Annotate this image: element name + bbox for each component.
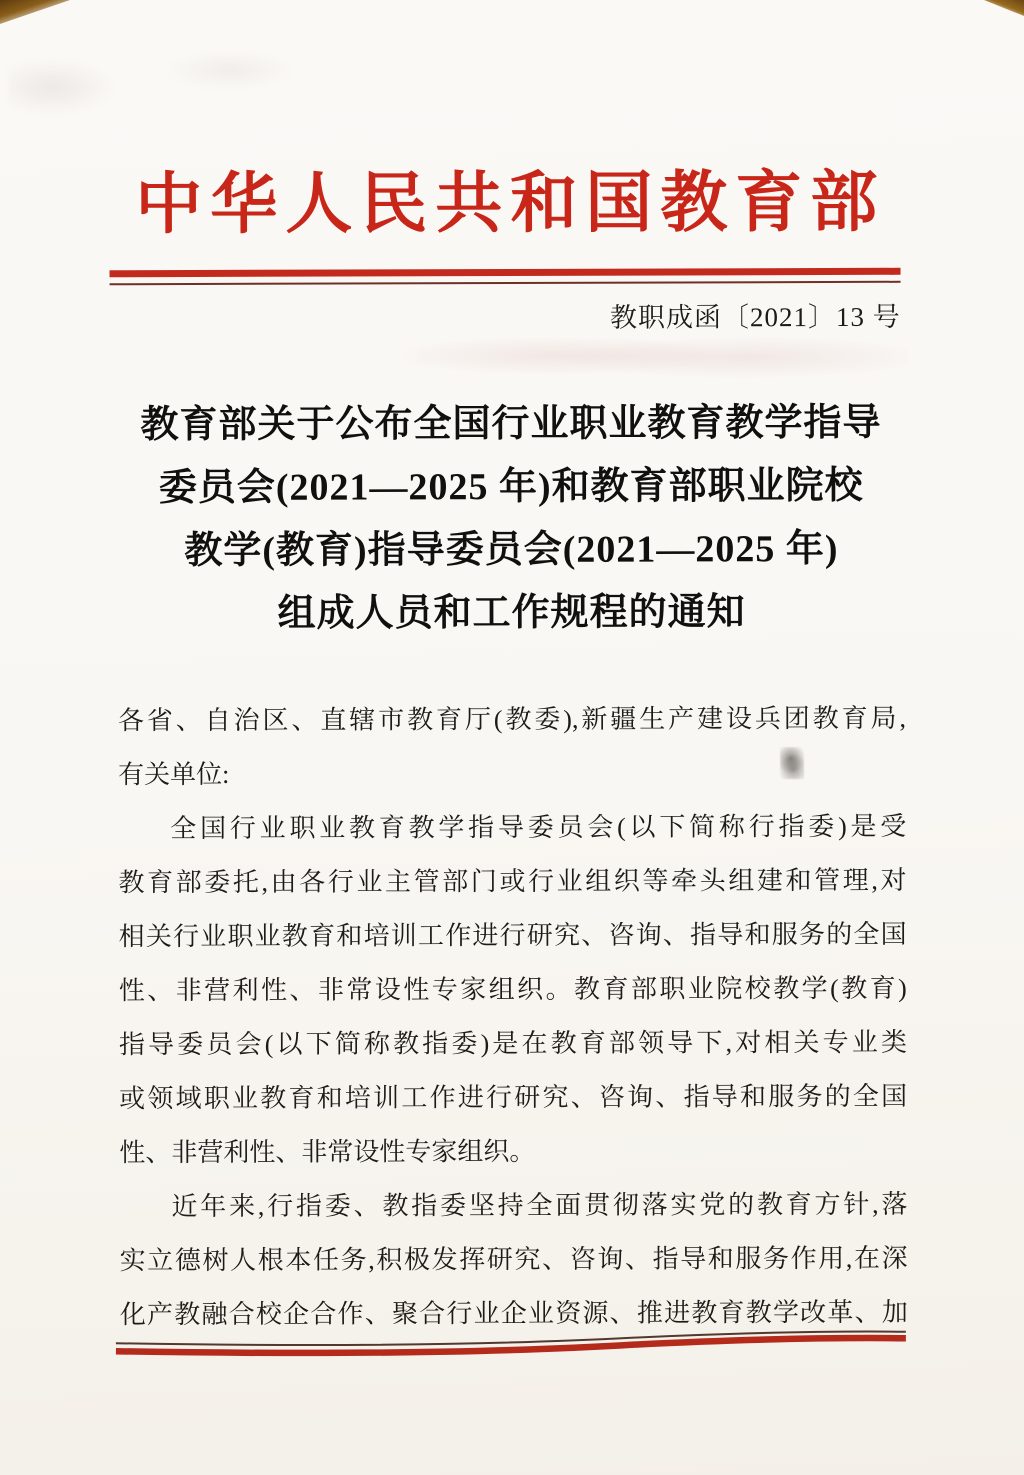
body-line-para1-4: 性、非营利性、非常设性专家组织。教育部职业院校教学(教育) bbox=[118, 973, 907, 1006]
body-line-para1-6: 或领域职业教育和培训工作进行研究、咨询、指导和服务的全国 bbox=[119, 1081, 908, 1114]
title-line-1: 教育部关于公布全国行业职业教育教学指导 bbox=[140, 401, 882, 447]
title-line-2: 委员会(2021—2025 年)和教育部职业院校 bbox=[158, 464, 864, 510]
letterhead-rule-thick bbox=[110, 268, 901, 277]
body-line-para1-3: 相关行业职业教育和培训工作进行研究、咨询、指导和服务的全国 bbox=[118, 919, 907, 952]
body-line-para1-2: 教育部委托,由各行业主管部门或行业组织等牵头组建和管理,对 bbox=[118, 865, 907, 898]
body-line-para2-2: 实立德树人根本任务,积极发挥研究、咨询、指导和服务作用,在深 bbox=[119, 1243, 908, 1276]
letterhead-org-name: 中华人民共和国教育部 bbox=[135, 165, 886, 243]
ink-bleed-artifact bbox=[404, 333, 909, 383]
ink-smudge-artifact bbox=[780, 747, 804, 779]
document-title bbox=[0, 391, 1024, 646]
body-line-para1-7: 性、非营利性、非常设性专家组织。 bbox=[119, 1136, 536, 1168]
title-line-4: 组成人员和工作规程的通知 bbox=[277, 591, 746, 635]
footer-rule bbox=[114, 1327, 908, 1361]
body-line-para2-3: 化产教融合校企合作、聚合行业企业资源、推进教育教学改革、加 bbox=[119, 1297, 908, 1330]
body-line-para2-1: 近年来,行指委、教指委坚持全面贯彻落实党的教育方针,落 bbox=[171, 1189, 908, 1222]
body-line-recipients-2: 有关单位: bbox=[118, 759, 230, 790]
body-line-para1-5: 指导委员会(以下简称教指委)是在教育部领导下,对相关专业类 bbox=[118, 1027, 908, 1060]
body-line-para1-1: 全国行业职业教育教学指导委员会(以下简称行指委)是受 bbox=[170, 811, 907, 844]
document-number: 教职成函〔2021〕13 号 bbox=[609, 301, 901, 333]
letterhead-rule-thin bbox=[110, 281, 901, 285]
document-body bbox=[118, 692, 908, 1342]
title-line-3: 教学(教育)指导委员会(2021—2025 年) bbox=[184, 527, 839, 573]
body-line-recipients-1: 各省、自治区、直辖市教育厅(教委),新疆生产建设兵团教育局, bbox=[117, 703, 906, 736]
